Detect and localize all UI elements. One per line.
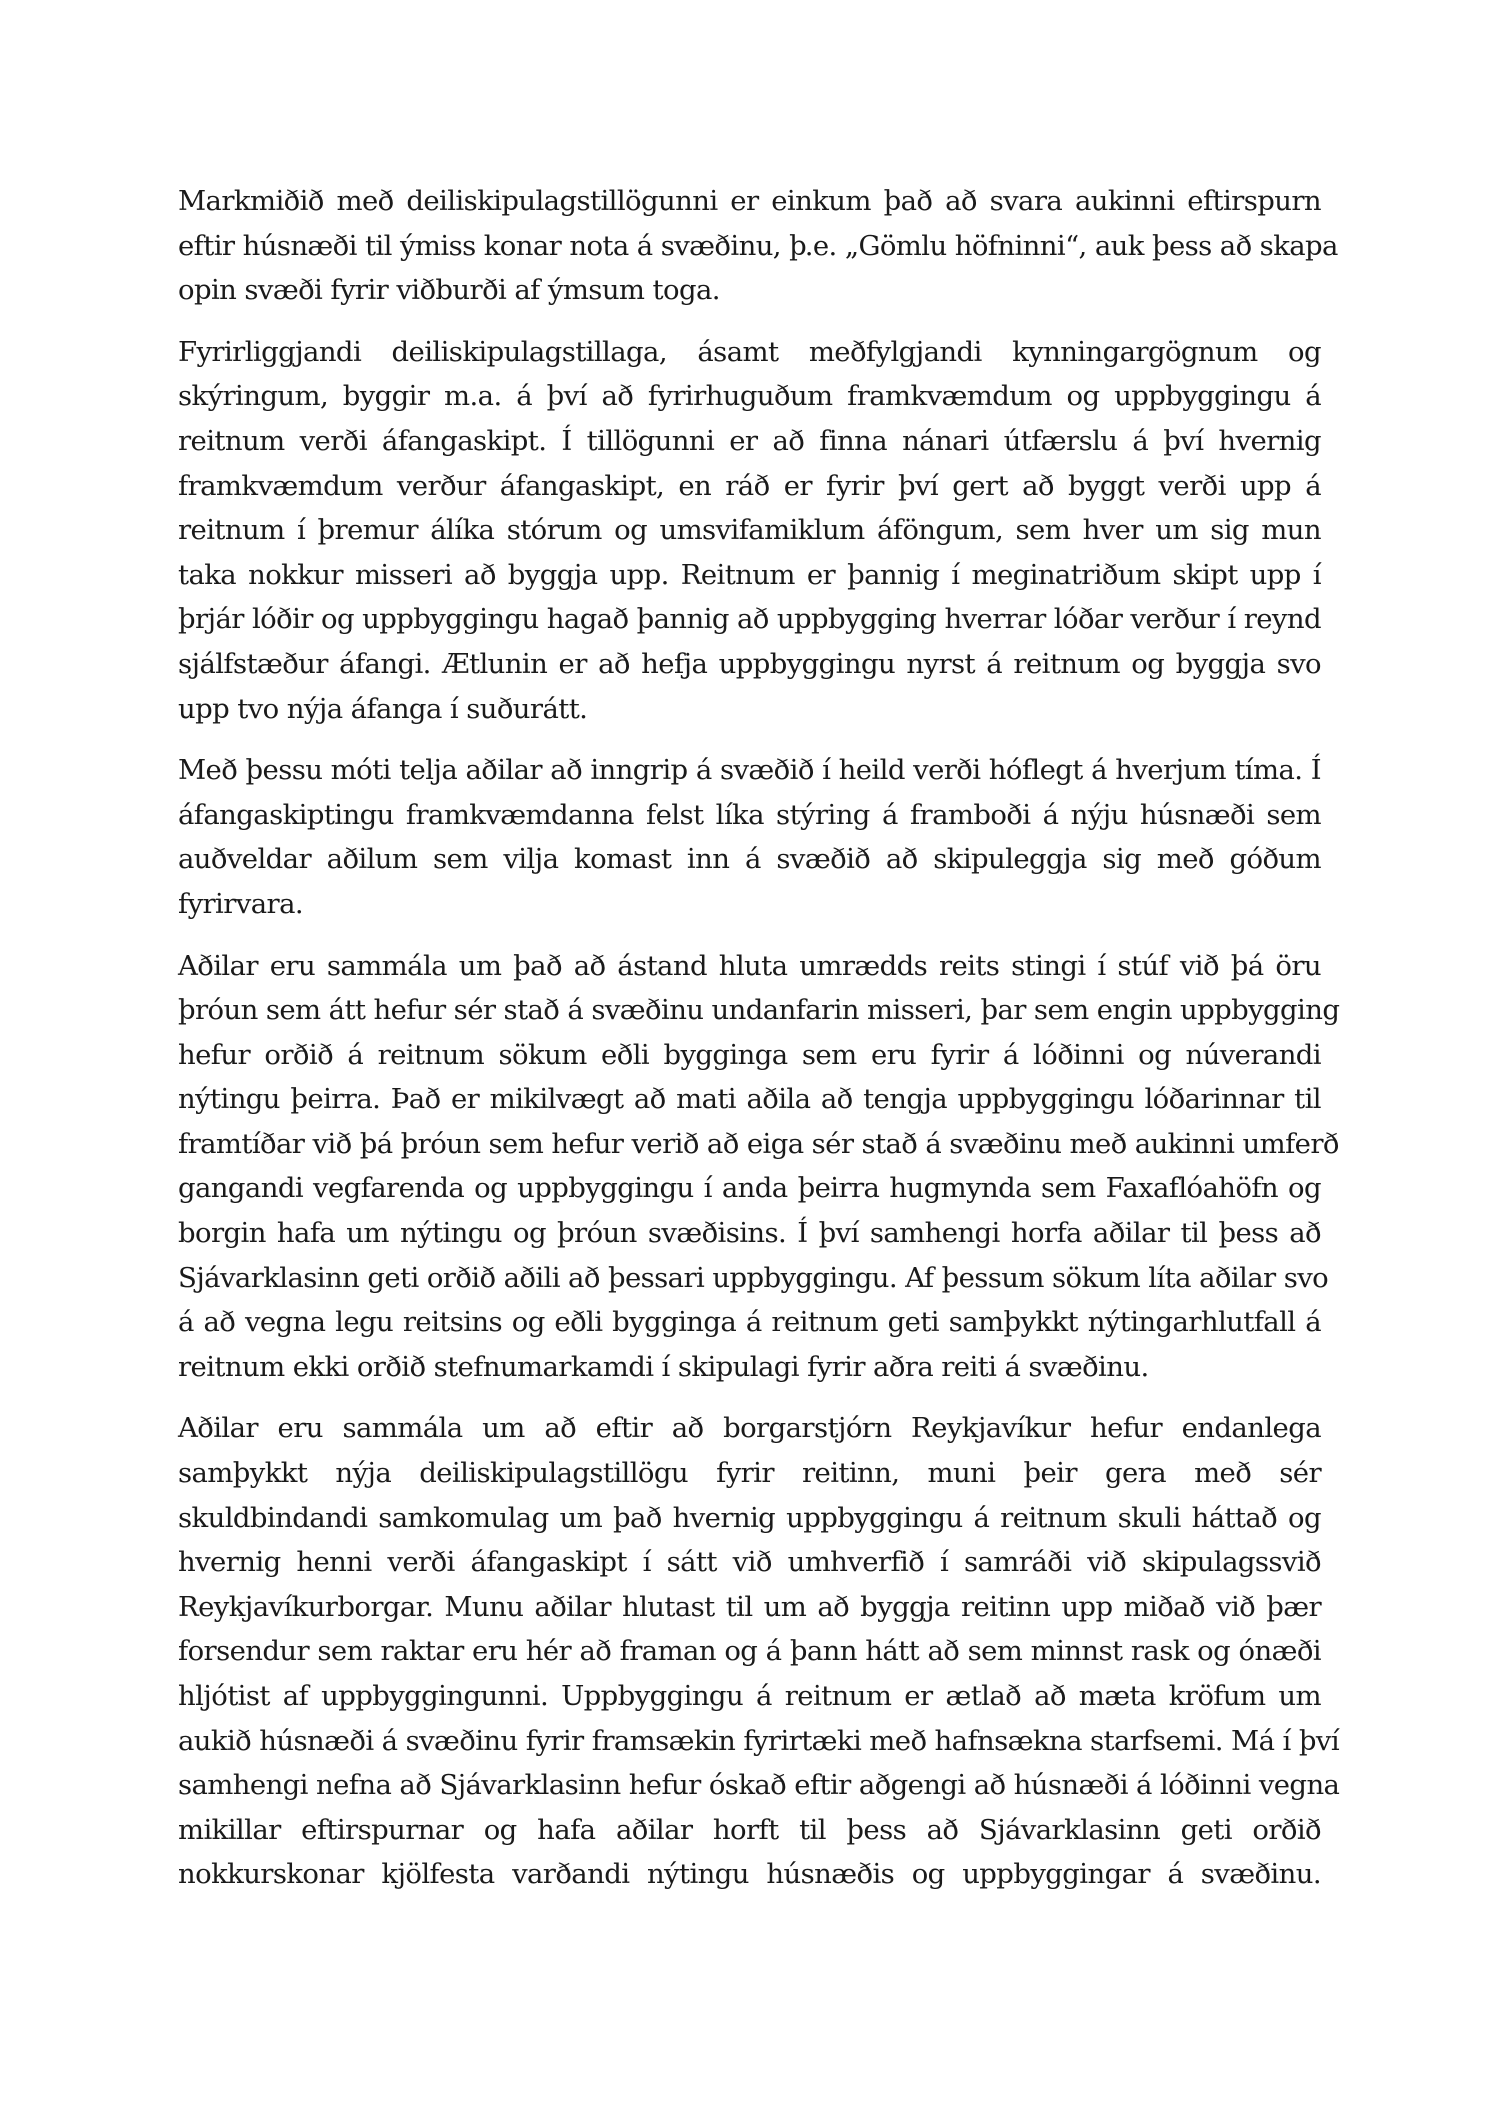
text-line: skuldbindandi samkomulag um það hvernig uppbyggingu á reitnum skuli háttað og	[178, 1501, 1321, 1534]
text-line: nokkurskonar kjölfesta varðandi nýtingu húsnæðis og uppbyggingar á svæðinu.	[178, 1858, 1321, 1891]
text-line: samþykkt nýja deiliskipulagstillögu fyrir reitinn, muni þeir gera með sér	[178, 1457, 1321, 1490]
paragraph-agreement-condition	[178, 944, 1340, 1390]
text-line: taka nokkur misseri að byggja upp. Reitnum er þannig í meginatriðum skipt upp í	[178, 558, 1321, 591]
text-line: opin svæði fyrir viðburði af ýmsum toga.	[178, 274, 720, 307]
paragraph-agreement-binding	[178, 1406, 1340, 1897]
text-line: borgin hafa um nýtingu og þróun svæðisins. Í því samhengi horfa aðilar til þess að	[178, 1217, 1321, 1250]
text-line: reitnum í þremur álíka stórum og umsvifamiklum áföngum, sem hver um sig mun	[178, 514, 1321, 547]
text-line: hvernig henni verði áfangaskipt í sátt við umhverfið í samráði við skipulagssvið	[178, 1546, 1321, 1579]
text-line: hljótist af uppbyggingunni. Uppbyggingu á reitnum er ætlað að mæta kröfum um	[178, 1680, 1321, 1712]
text-line: Reykjavíkurborgar. Munu aðilar hlutast til um að byggja reitinn upp miðað við þær	[178, 1590, 1321, 1623]
text-line: nýtingu þeirra. Það er mikilvægt að mati aðila að tengja uppbyggingu lóðarinnar til	[178, 1083, 1321, 1116]
paragraph-phasing	[178, 330, 1321, 731]
text-line: Aðilar eru sammála um að eftir að borgarstjórn Reykjavíkur hefur endanlega	[178, 1412, 1321, 1445]
text-line: reitnum verði áfangaskipt. Í tillögunni er að finna nánari útfærslu á því hvernig	[178, 424, 1321, 457]
text-line: eftir húsnæði til ýmiss konar nota á svæðinu, þ.e. „Gömlu höfninni“, auk þess að skapa	[178, 229, 1338, 262]
text-line: forsendur sem raktar eru hér að framan og á þann hátt að sem minnst rask og ónæði	[178, 1635, 1321, 1668]
paragraph-intervention	[178, 748, 1321, 926]
text-line: Sjávarklasinn geti orðið aðili að þessari uppbyggingu. Af þessum sökum líta aðilar svo	[178, 1261, 1329, 1294]
text-line: hefur orðið á reitnum sökum eðli bygginga sem eru fyrir á lóðinni og núverandi	[178, 1038, 1321, 1071]
text-line: samhengi nefna að Sjávarklasinn hefur óskað eftir aðgengi að húsnæði á lóðinni vegna	[178, 1769, 1340, 1802]
text-line: gangandi vegfarenda og uppbyggingu í anda þeirra hugmynda sem Faxaflóahöfn og	[178, 1172, 1321, 1205]
text-line: mikillar eftirspurnar og hafa aðilar horft til þess að Sjávarklasinn geti orðið	[178, 1813, 1321, 1846]
text-line: Aðilar eru sammála um það að ástand hluta umrædds reits stingi í stúf við þá öru	[178, 949, 1321, 982]
text-line: aukið húsnæði á svæðinu fyrir framsækin fyrirtæki með hafnsækna starfsemi. Má í því	[178, 1724, 1340, 1757]
text-line: fyrirvara.	[178, 887, 304, 920]
text-line: áfangaskiptingu framkvæmdanna felst líka stýring á framboði á nýju húsnæði sem	[178, 798, 1321, 831]
text-line: þrjár lóðir og uppbyggingu hagað þannig að uppbygging hverrar lóðar verður í reynd	[178, 603, 1321, 636]
text-line: auðveldar aðilum sem vilja komast inn á svæðið að skipuleggja sig með góðum	[178, 843, 1321, 876]
text-line: reitnum ekki orðið stefnumarkamdi í skipulagi fyrir aðra reiti á svæðinu.	[178, 1350, 1149, 1383]
text-line: sjálfstæður áfangi. Ætlunin er að hefja uppbyggingu nyrst á reitnum og byggja svo	[178, 647, 1321, 680]
paragraph-purpose	[178, 179, 1338, 313]
text-line: þróun sem átt hefur sér stað á svæðinu undanfarin misseri, þar sem engin uppbygging	[178, 994, 1340, 1027]
text-line: á að vegna legu reitsins og eðli bygginga á reitnum geti samþykkt nýtingarhlutfall á	[178, 1306, 1321, 1339]
text-line: framtíðar við þá þróun sem hefur verið að eiga sér stað á svæðinu með aukinni umferð	[178, 1127, 1339, 1160]
text-line: Markmiðið með deiliskipulagstillögunni er einkum það að svara aukinni eftirspurn	[178, 185, 1321, 217]
text-line: Fyrirliggjandi deiliskipulagstillaga, ásamt meðfylgjandi kynningargögnum og	[178, 335, 1321, 368]
document-page	[178, 179, 1340, 1914]
text-line: framkvæmdum verður áfangaskipt, en ráð er fyrir því gert að byggt verði upp á	[178, 469, 1321, 502]
text-line: skýringum, byggir m.a. á því að fyrirhuguðum framkvæmdum og uppbyggingu á	[178, 380, 1321, 413]
text-line: upp tvo nýja áfanga í suðurátt.	[178, 692, 588, 725]
text-line: Með þessu móti telja aðilar að inngrip á svæðið í heild verði hóflegt á hverjum tíma. Í	[178, 754, 1321, 787]
